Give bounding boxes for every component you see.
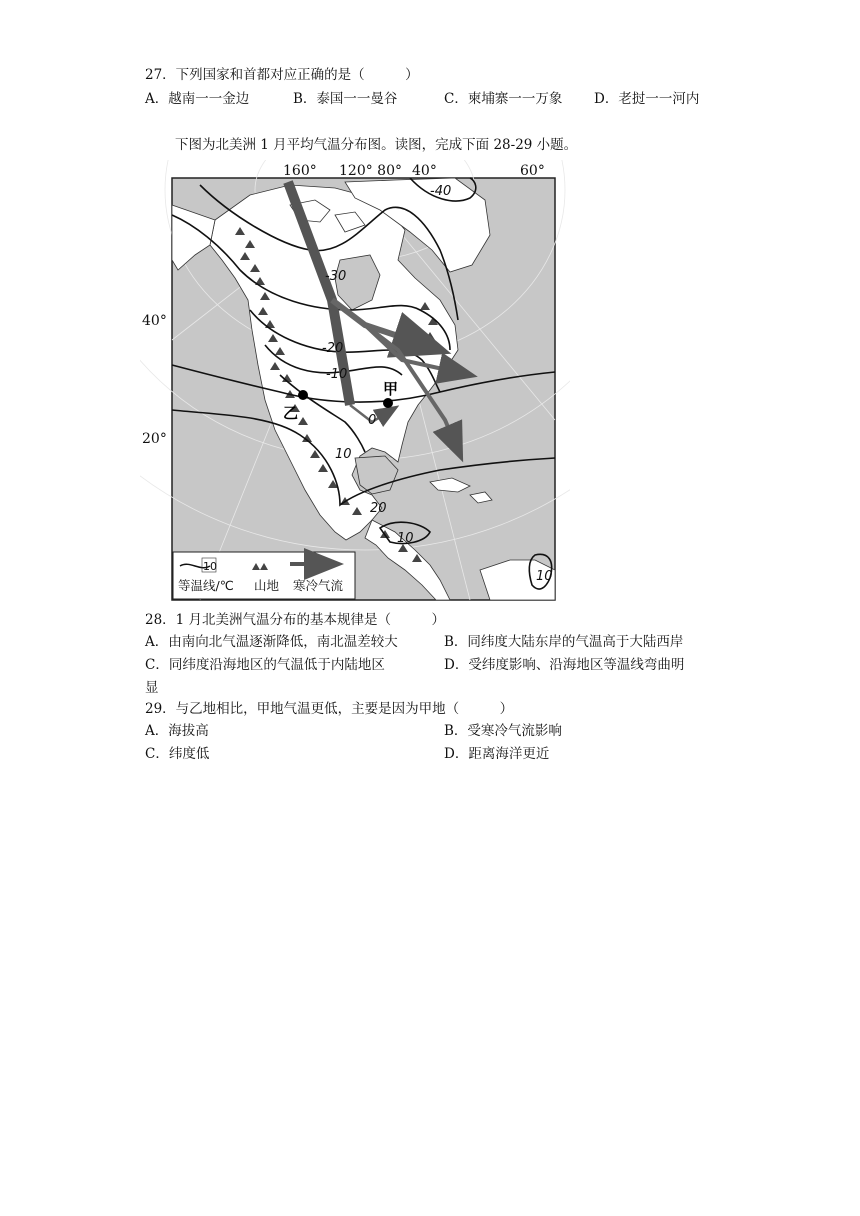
isotherm-label: 20 [370, 501, 387, 516]
legend-isotherm-text: 等温线/℃ [178, 578, 234, 593]
legend-cold-air-text: 寒冷气流 [293, 578, 344, 593]
q27-option-b: B．泰国一一曼谷 [293, 91, 398, 107]
north-america-temperature-map [140, 160, 570, 606]
longitude-labels [283, 163, 545, 179]
point-jia-marker [383, 398, 393, 408]
isotherm-label: 10 [397, 531, 414, 546]
isotherm-label: -30 [325, 269, 347, 284]
q28-option-a: A．由南向北气温逐渐降低，南北温差较大 [145, 634, 398, 650]
latitude-labels [142, 313, 167, 447]
q27-option-a: A．越南一一金边 [145, 91, 250, 107]
isotherm-label: -20 [322, 341, 344, 356]
point-jia-label: 甲 [383, 380, 399, 398]
q29-option-a: A．海拔高 [145, 723, 209, 739]
q28-option-c: C．同纬度沿海地区的气温低于内陆地区 [145, 657, 385, 673]
longitude-label: 160° [283, 163, 317, 179]
isotherm-label: 0 [368, 413, 377, 428]
q29-option-b: B．受寒冷气流影响 [444, 723, 562, 739]
isotherm-label: -40 [430, 184, 452, 199]
point-yi-label: 乙 [283, 404, 299, 422]
intro-text: 下图为北美洲 1 月平均气温分布图。读图，完成下面 28-29 小题。 [175, 137, 578, 153]
isotherm-label: 10 [536, 569, 553, 584]
map-legend [173, 552, 355, 599]
longitude-label: 120° 80° [339, 163, 402, 179]
q29-stem: 29．与乙地相比，甲地气温更低，主要是因为甲地（ ） [145, 701, 514, 717]
legend-mountain-text: 山地 [254, 578, 280, 593]
latitude-label: 40° [142, 313, 167, 329]
point-yi-marker [298, 390, 308, 400]
q28-stem: 28．1 月北美洲气温分布的基本规律是（ ） [145, 612, 446, 628]
q29-option-c: C．纬度低 [145, 746, 210, 762]
q27-stem: 27．下列国家和首都对应正确的是（ ） [145, 67, 419, 83]
q28-option-d-continued: 显 [145, 680, 159, 696]
longitude-label: 40° [412, 163, 437, 179]
latitude-label: 20° [142, 431, 167, 447]
q27-option-c: C．柬埔寨一一万象 [444, 91, 563, 107]
isotherm-label: -10 [326, 367, 348, 382]
longitude-label: 60° [520, 163, 545, 179]
q27-option-d: D．老挝一一河内 [594, 91, 700, 107]
isotherm-sample-label: 10 [203, 560, 217, 573]
q28-option-d: D．受纬度影响、沿海地区等温线弯曲明 [444, 657, 685, 673]
q29-option-d: D．距离海洋更近 [444, 746, 550, 762]
isotherm-label: 10 [335, 447, 352, 462]
q28-option-b: B．同纬度大陆东岸的气温高于大陆西岸 [444, 634, 684, 650]
